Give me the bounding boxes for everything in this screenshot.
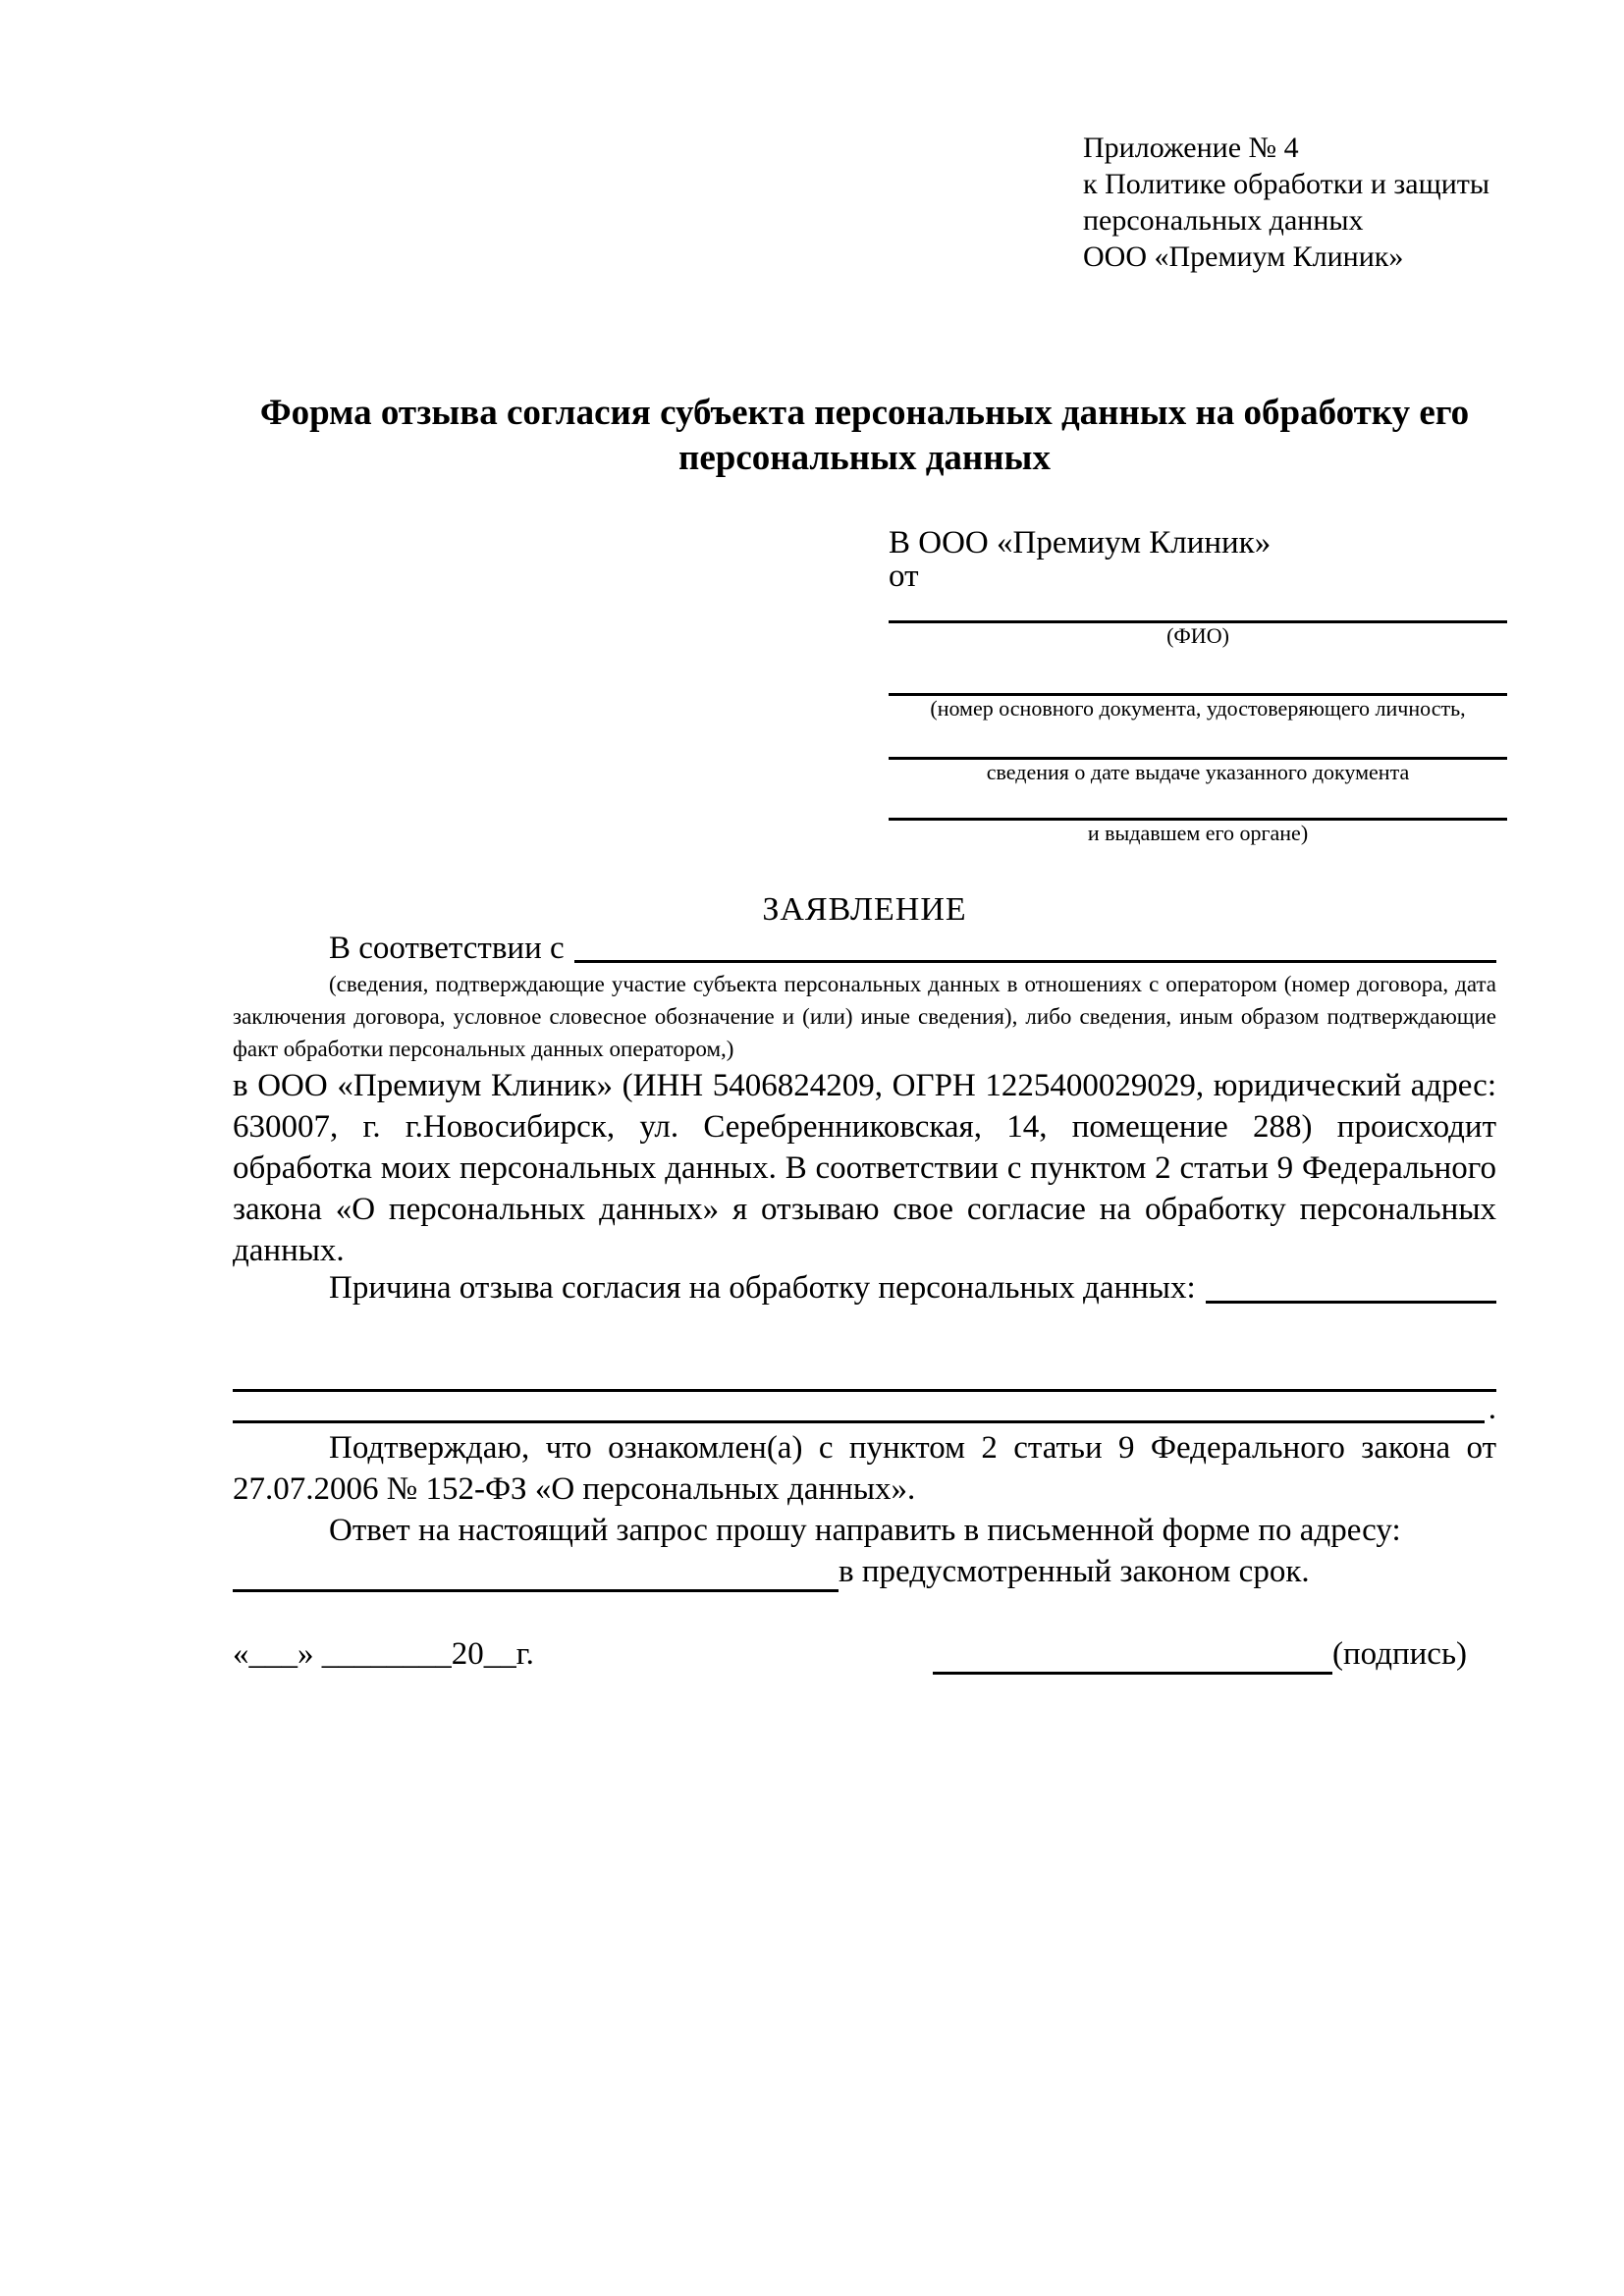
appendix-line: Приложение № 4 <box>1083 132 1299 164</box>
document-caption: (номер основного документа, удостоверяющего личность, <box>930 696 1466 721</box>
fio-caption: (ФИО) <box>1166 623 1229 648</box>
blank-line-1 <box>233 1350 1496 1392</box>
confirm-paragraph: Подтверждаю, что ознакомлен(а) с пунктом 2 статьи 9 Федерального закона от 27.07.2006 № 152-ФЗ «О персональных данных». <box>233 1430 1496 1507</box>
signature-line <box>933 1638 1332 1675</box>
legal-note: (сведения, подтверждающие участие субъекта персональных данных в отношениях с оператором (номер договора, дата заключения договора, условное словесное обозначение и (или) иные сведения), либо сведения, иным образом подтверждающие факт обработки персональных данных оператором,) <box>233 972 1496 1061</box>
response-suffix: в предусмотренный законом срок. <box>839 1554 1310 1589</box>
issue-date-caption: сведения о дате выдаче указанного документа <box>986 760 1410 784</box>
appendix-header <box>1083 0 1496 275</box>
signature-caption: (подпись) <box>1332 1636 1467 1672</box>
blank-reason-line <box>1206 1267 1496 1304</box>
date-field: «___» ________20__г. <box>233 1636 534 1672</box>
reason-label: Причина отзыва согласия на обработку персональных данных: <box>329 1270 1196 1306</box>
blank-issue-date-line <box>889 721 1507 760</box>
addressee-org: В ООО «Премиум Клиник» <box>889 525 1272 561</box>
reason-line <box>233 1267 1496 1308</box>
blank-fio-line <box>889 593 1507 623</box>
response-paragraph: Ответ на настоящий запрос прошу направить в письменной форме по адресу: <box>329 1513 1401 1548</box>
appendix-line: персональных данных <box>1083 204 1364 237</box>
document-title: Форма отзыва согласия субъекта персональных данных на обработку его персональных данных <box>259 393 1470 478</box>
blank-intro-line <box>574 929 1496 963</box>
appendix-line: к Политике обработки и защиты <box>1083 168 1490 200</box>
addressee-block <box>889 526 1507 846</box>
blank-document-line <box>889 649 1507 696</box>
body-paragraph: в ООО «Премиум Клиник» (ИНН 5406824209, ОГРН 1225400029029, юридический адрес: 630007, г. г.Новосибирск, ул. Серебренниковская, 14, помещение 288) происходит обработка моих персональных данных. В соответствии с пунктом 2 статьи 9 Федерального закона «О персональных данных» я отзываю свое согласие на обработку персональных данных. <box>233 1068 1496 1268</box>
blank-line-2 <box>233 1420 1485 1423</box>
blank-address-line <box>233 1560 839 1592</box>
statement-heading: ЗАЯВЛЕНИЕ <box>762 891 967 928</box>
signature-group <box>933 1633 1467 1675</box>
appendix-line: ООО «Премиум Клиник» <box>1083 240 1404 273</box>
intro-line <box>233 929 1496 968</box>
authority-caption: и выдавшем его органе) <box>1087 821 1309 845</box>
response-address-row <box>233 1551 1496 1592</box>
blank-line-2-row <box>233 1392 1496 1425</box>
line-end-period: . <box>1488 1391 1496 1426</box>
addressee-from: от <box>889 559 919 594</box>
signature-footer <box>233 1633 1496 1682</box>
document-content <box>233 0 1496 1682</box>
blank-authority-line <box>889 785 1507 821</box>
intro-prefix: В соответствии с <box>329 931 565 966</box>
spacer <box>233 1308 1496 1350</box>
